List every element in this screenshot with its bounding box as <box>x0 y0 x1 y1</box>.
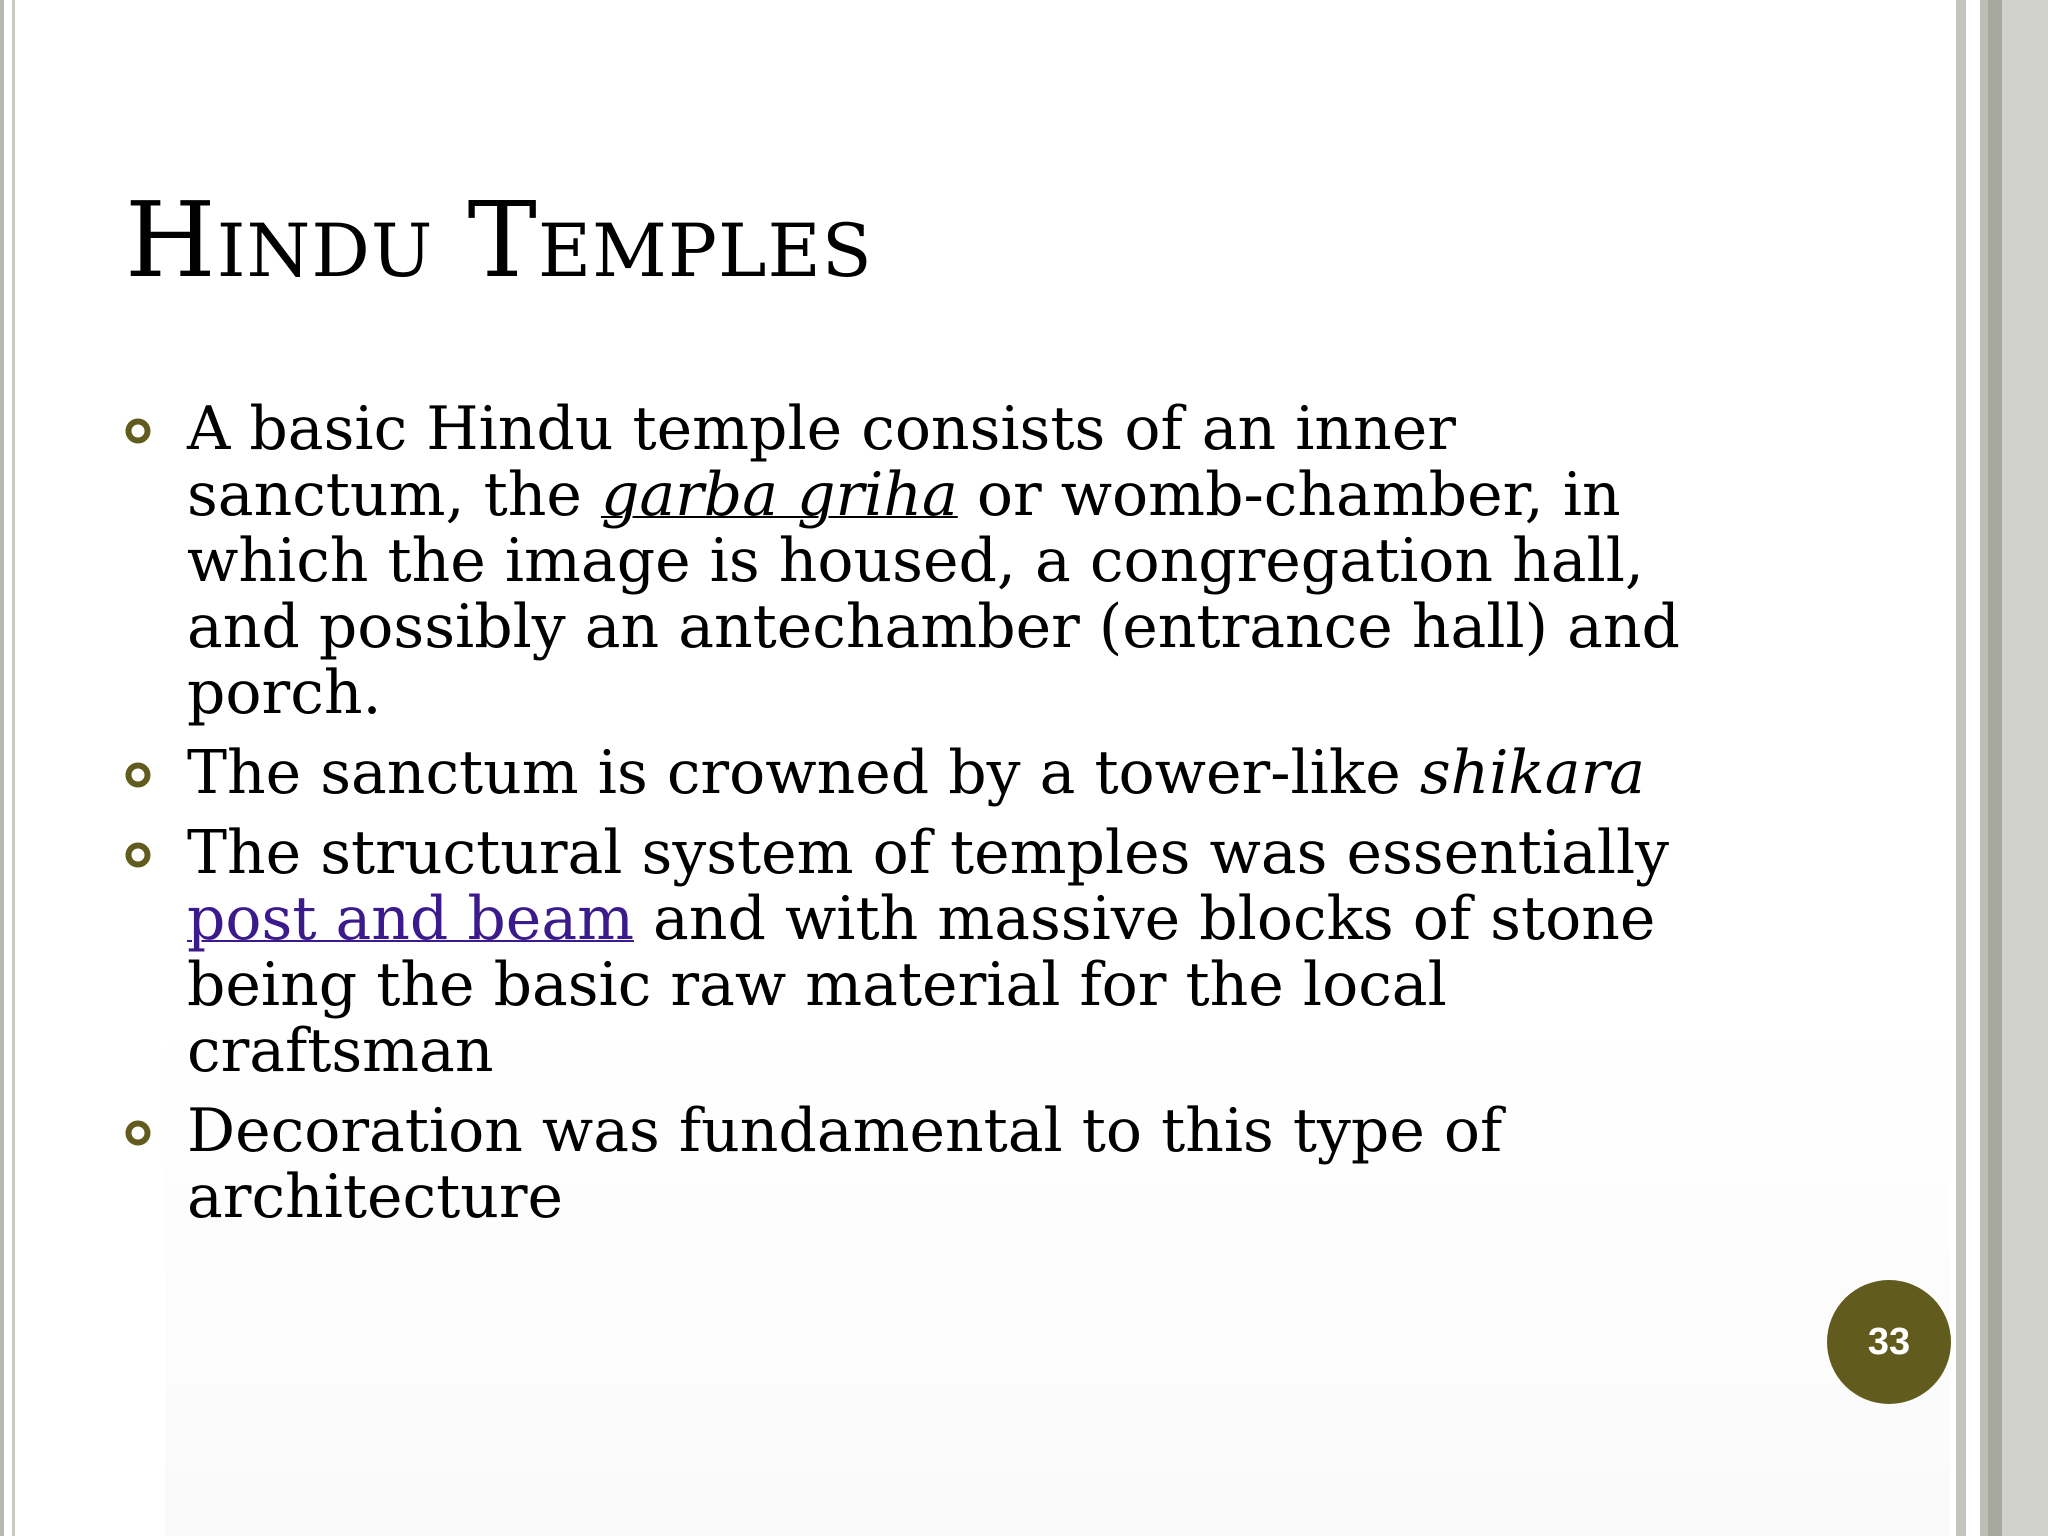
right-border-bar <box>1956 0 1966 1536</box>
bullet-item <box>125 820 1685 1084</box>
page-number: 33 <box>1867 1320 1911 1363</box>
left-border-line <box>0 0 4 1536</box>
right-border-bar <box>1980 0 1988 1536</box>
garba-griha-term: garba griha <box>600 460 958 530</box>
left-border-line <box>12 0 15 1536</box>
right-border-bar <box>1988 0 2002 1536</box>
circle-bullet-icon <box>125 418 151 444</box>
shikara-term: shikara <box>1419 738 1646 808</box>
page-number-badge <box>1827 1280 1951 1404</box>
circle-bullet-icon <box>125 1120 151 1146</box>
bullet-item <box>125 740 1685 806</box>
bullet-text: The sanctum is crowned by a tower-like <box>187 738 1420 808</box>
bullet-text: or womb-chamber, in which the image is housed, a congregation hall, and possibly an antechamber (entrance hall) and porch. <box>187 460 1680 728</box>
bullet-item <box>125 396 1685 726</box>
bullet-text: Decoration was fundamental to this type of architecture <box>187 1096 1503 1232</box>
bullet-text: A basic Hindu temple consists of an inner sanctum, the <box>187 394 1456 530</box>
circle-bullet-icon <box>125 762 151 788</box>
bullet-list <box>125 396 1685 1244</box>
bullet-text: and with massive blocks of stone being the basic raw material for the local craftsman <box>187 884 1656 1086</box>
bullet-text: The structural system of temples was essentially <box>187 818 1670 888</box>
post-and-beam-link[interactable]: post and beam <box>187 884 634 954</box>
slide-title: Hindu Temples <box>125 179 873 301</box>
right-border-gap <box>1966 0 1980 1536</box>
circle-bullet-icon <box>125 842 151 868</box>
right-border-bar <box>2002 0 2048 1536</box>
bullet-item <box>125 1098 1685 1230</box>
